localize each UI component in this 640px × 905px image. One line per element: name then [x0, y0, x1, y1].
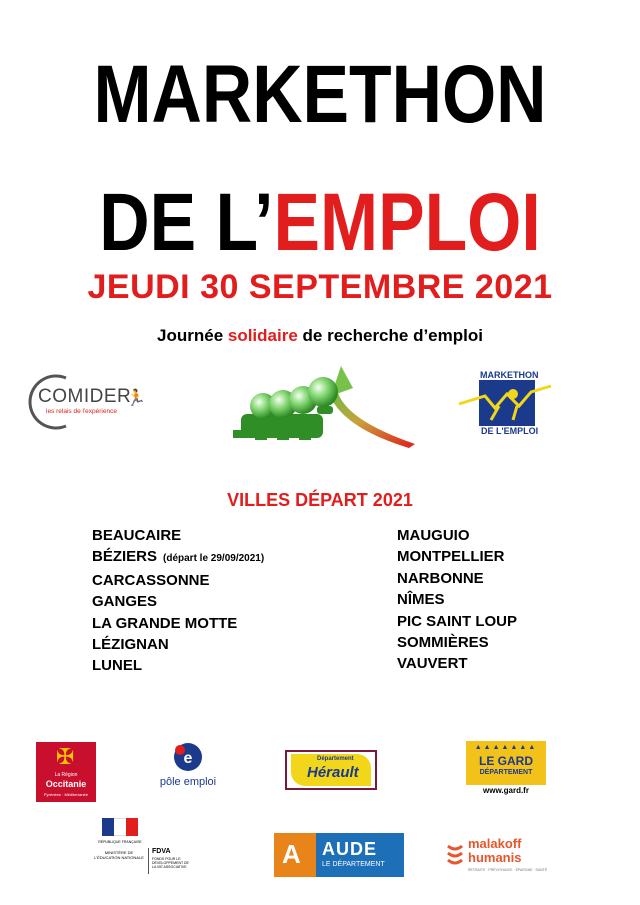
aude-a-icon: A	[282, 839, 301, 869]
malakoff-lines-icon	[446, 840, 464, 868]
separator	[148, 848, 149, 874]
event-date: JEUDI 30 SEPTEMBRE 2021	[87, 268, 553, 306]
cities-right-column	[397, 525, 517, 675]
comider-name: COMIDER	[38, 386, 132, 407]
french-flag-icon	[102, 818, 138, 836]
pole-emploi-text: pôle emploi	[159, 776, 217, 788]
gard-shapes-icon: ▲▲▲▲▲▲▲	[474, 744, 538, 751]
tagline-part2: de recherche d’emploi	[297, 326, 483, 345]
ministere-fdva-logo	[92, 818, 192, 878]
gard-name: LE GARD	[479, 754, 533, 768]
city-item: LA GRANDE MOTTE	[92, 614, 238, 632]
city-item: LUNEL	[92, 657, 142, 675]
city-item: MONTPELLIER	[397, 548, 505, 566]
city-item: VAUVERT	[397, 655, 468, 673]
aude-subtitle: LE DÉPARTEMENT	[322, 861, 385, 868]
city-item: NARBONNE	[397, 569, 484, 587]
herault-logo	[285, 750, 377, 790]
markethon-logo	[455, 370, 557, 438]
villes-title: VILLES DÉPART 2021	[227, 490, 413, 510]
gard-url: www.gard.fr	[483, 786, 529, 795]
occitanie-name: Occitanie	[45, 779, 87, 789]
city-note: (départ le 29/09/2021)	[163, 553, 265, 565]
tagline-part1: Journée	[157, 326, 228, 345]
runner-icon: 🏃	[126, 390, 146, 407]
aude-logo	[274, 833, 404, 877]
malakoff-text: malakoff	[468, 836, 522, 851]
occitan-cross-icon: ✠	[56, 744, 75, 769]
title-markethon: MARKETHON	[93, 49, 547, 140]
ministere-text: MINISTÈRE DE L'ÉDUCATION NATIONALE	[94, 850, 144, 860]
republique-text: RÉPUBLIQUE FRANÇAISE	[98, 840, 142, 844]
markethon-logo-top: MARKETHON	[480, 370, 539, 380]
city-item: MAUGUIO	[397, 527, 470, 544]
fdva-subtitle: FONDS POUR LE DÉVELOPPEMENT DE LA VIE ASSOCIATIVE	[152, 857, 189, 869]
city-item: BEAUCAIRE	[92, 527, 182, 544]
malakoff-subtitle: RETRAITE · PRÉVOYANCE · ÉPARGNE · SANTÉ	[468, 868, 548, 872]
title-de-l-emploi	[48, 178, 592, 268]
markethon-logo-bottom: DE L'EMPLOI	[481, 426, 539, 436]
pole-emploi-e-icon	[148, 742, 228, 774]
occitanie-subtitle: Pyrénées · Méditerranée	[43, 792, 89, 797]
tagline	[0, 326, 640, 346]
team-pushing-arrow-illustration	[233, 362, 419, 448]
gard-departement: DÉPARTEMENT	[479, 769, 533, 776]
title-de-l: DE L’	[99, 177, 274, 268]
city-item: SOMMIÈRES	[397, 634, 489, 652]
fdva-text: FDVA	[152, 848, 171, 855]
comider-logo	[28, 372, 146, 432]
svg-text:e: e	[183, 750, 193, 767]
title-emploi: EMPLOI	[273, 177, 541, 268]
aude-name: AUDE	[322, 839, 378, 859]
humanis-text: humanis	[468, 850, 522, 865]
comider-subtitle: les relais de l'expérience	[46, 408, 117, 415]
city-item: LÉZIGNAN	[92, 636, 169, 654]
city-item: GANGES	[92, 593, 158, 611]
city-item: CARCASSONNE	[92, 571, 210, 589]
herault-name: Hérault	[307, 764, 359, 781]
tagline-highlight: solidaire	[227, 326, 298, 345]
occitanie-small: La Région	[54, 772, 78, 778]
occitanie-logo	[36, 742, 96, 802]
city-item: PIC SAINT LOUP	[397, 612, 518, 630]
rising-arrow-icon	[233, 362, 419, 448]
herault-top: Département	[317, 756, 354, 762]
city-item: NÎMES	[397, 591, 445, 609]
city-item: BÉZIERS (départ le 29/09/2021)	[92, 548, 265, 566]
gard-logo	[466, 741, 546, 797]
cities-left-column	[92, 525, 264, 677]
malakoff-humanis-logo	[446, 834, 546, 880]
pole-emploi-logo	[148, 742, 228, 794]
